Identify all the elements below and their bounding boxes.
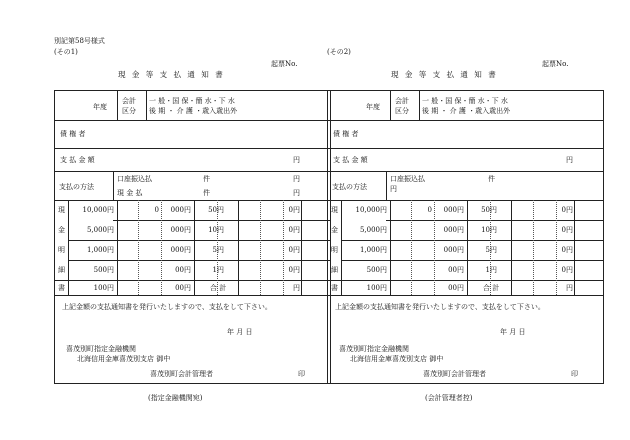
date-line: 年 月 日	[500, 328, 526, 336]
form-title-left: 現 金 等 支 払 通 知 書	[118, 70, 225, 79]
kihyo-no-right: 起票No.	[542, 60, 569, 68]
form-number: 別記第58号様式	[54, 37, 105, 45]
manager-name: 喜茂別町会計管理者	[423, 370, 486, 378]
side-char: 金	[331, 226, 338, 234]
kihyo-no-left: 起票No.	[271, 60, 298, 68]
amount-yen: 円	[566, 156, 573, 164]
denomination: 10,000円	[355, 206, 387, 214]
notice-text: 上記金額の支払通知書を発行いたしますので、支払をして下さい。	[62, 303, 272, 311]
amount-label: 支 払 金 額	[60, 156, 95, 164]
breakdown-col2: 1円	[485, 266, 497, 274]
nendo-label: 年度	[93, 103, 107, 111]
accounts-line1: 一 般・国 保・簡 水・下 水	[422, 97, 508, 105]
breakdown-col2: 1円	[212, 266, 224, 274]
method-cash-ken: 件	[203, 189, 210, 197]
kubun-label: 区分	[395, 107, 409, 115]
breakdown-col3: 円	[293, 284, 300, 292]
amount-yen: 円	[293, 156, 300, 164]
footer-right: (会計管理者控)	[425, 394, 473, 402]
breakdown-col2: 50円	[208, 206, 224, 214]
method-transfer-ken: 件	[203, 175, 210, 183]
breakdown-col1: 000円	[170, 226, 191, 234]
accounts-line2: 後 期 ・ 介 護 ・歳入歳出外	[422, 107, 511, 115]
form-title-right: 現 金 等 支 払 通 知 書	[391, 70, 498, 79]
kaikei-label: 会計	[122, 97, 136, 105]
method-transfer: 口座振込払	[117, 175, 152, 183]
method-cash-yen: 円	[293, 189, 300, 197]
side-char: 明	[331, 246, 338, 254]
side-char: 書	[58, 284, 65, 292]
side-char: 現	[331, 206, 338, 214]
breakdown-col1: 000円	[443, 246, 464, 254]
method-label: 支払の方法	[332, 183, 367, 191]
accounts-line2: 後 期 ・ 介 護 ・歳入歳出外	[149, 107, 238, 115]
part-label-left: (その1)	[54, 48, 78, 56]
denomination: 1,000円	[86, 246, 114, 254]
breakdown-col2: 10円	[481, 226, 497, 234]
kaikei-label: 会計	[395, 97, 409, 105]
side-char: 書	[331, 284, 338, 292]
branch-name: 北海信用金庫喜茂別支店 御中	[77, 355, 171, 363]
nendo-label: 年度	[366, 103, 380, 111]
breakdown-col1: 000円	[170, 246, 191, 254]
amount-label: 支 払 金 額	[333, 156, 368, 164]
method-transfer-ken: 件	[488, 175, 495, 183]
breakdown-col3: 0円	[288, 246, 300, 254]
side-char: 明	[58, 246, 65, 254]
notice-text: 上記金額の支払通知書を発行いたしますので、支払をして下さい。	[335, 303, 545, 311]
breakdown-col3: 0円	[288, 266, 300, 274]
breakdown-col1: 00円	[448, 266, 464, 274]
saiken-label: 債 権 者	[60, 130, 86, 138]
breakdown-col3: 円	[566, 284, 573, 292]
denomination: 100円	[366, 284, 387, 292]
total-label: 合 計	[483, 284, 500, 292]
manager-name: 喜茂別町会計管理者	[150, 370, 213, 378]
breakdown-col1: 000円	[170, 206, 191, 214]
breakdown-col3: 0円	[288, 226, 300, 234]
denomination: 10,000円	[82, 206, 114, 214]
breakdown-col1: 000円	[443, 206, 464, 214]
denomination: 100円	[93, 284, 114, 292]
breakdown-col1: 00円	[175, 284, 191, 292]
breakdown-col3: 0円	[561, 226, 573, 234]
payment-form-left	[54, 90, 331, 384]
side-char: 金	[58, 226, 65, 234]
part-label-right: (その2)	[327, 48, 351, 56]
denomination: 5,000円	[359, 226, 387, 234]
method-label: 支払の方法	[59, 183, 94, 191]
saiken-label: 債 権 者	[333, 130, 359, 138]
denomination: 500円	[366, 266, 387, 274]
denomination: 500円	[93, 266, 114, 274]
breakdown-col1: 00円	[175, 266, 191, 274]
breakdown-col2: 10円	[208, 226, 224, 234]
denomination: 5,000円	[86, 226, 114, 234]
kubun-label: 区分	[122, 107, 136, 115]
breakdown-col2: 5円	[212, 246, 224, 254]
side-char: 細	[58, 266, 65, 274]
seal-mark: 印	[571, 370, 578, 378]
side-char: 現	[58, 206, 65, 214]
breakdown-col3: 0円	[288, 206, 300, 214]
breakdown-col1: 00円	[448, 284, 464, 292]
branch-name: 北海信用金庫喜茂別支店 御中	[350, 355, 444, 363]
footer-left: (指定金融機関宛)	[148, 394, 203, 402]
method-transfer: 口座振込払	[390, 175, 425, 183]
breakdown-col3: 0円	[561, 266, 573, 274]
total-label: 合 計	[210, 284, 227, 292]
bank-name: 喜茂別町指定金融機関	[66, 345, 136, 353]
bank-name: 喜茂別町指定金融機関	[339, 345, 409, 353]
method-cash: 現 金 払	[117, 189, 143, 197]
breakdown-col2: 50円	[481, 206, 497, 214]
side-char: 細	[331, 266, 338, 274]
method-transfer-yen: 円	[293, 175, 300, 183]
date-line: 年 月 日	[227, 328, 253, 336]
denomination: 1,000円	[359, 246, 387, 254]
accounts-line1: 一 般・国 保・簡 水・下 水	[149, 97, 235, 105]
breakdown-col2: 5円	[485, 246, 497, 254]
count-zero: 0	[427, 206, 432, 214]
method-transfer-yen: 円	[390, 185, 397, 193]
breakdown-col3: 0円	[561, 246, 573, 254]
count-zero: 0	[154, 206, 159, 214]
payment-form-right	[327, 90, 604, 384]
breakdown-col3: 0円	[561, 206, 573, 214]
seal-mark: 印	[298, 370, 305, 378]
breakdown-col1: 000円	[443, 226, 464, 234]
